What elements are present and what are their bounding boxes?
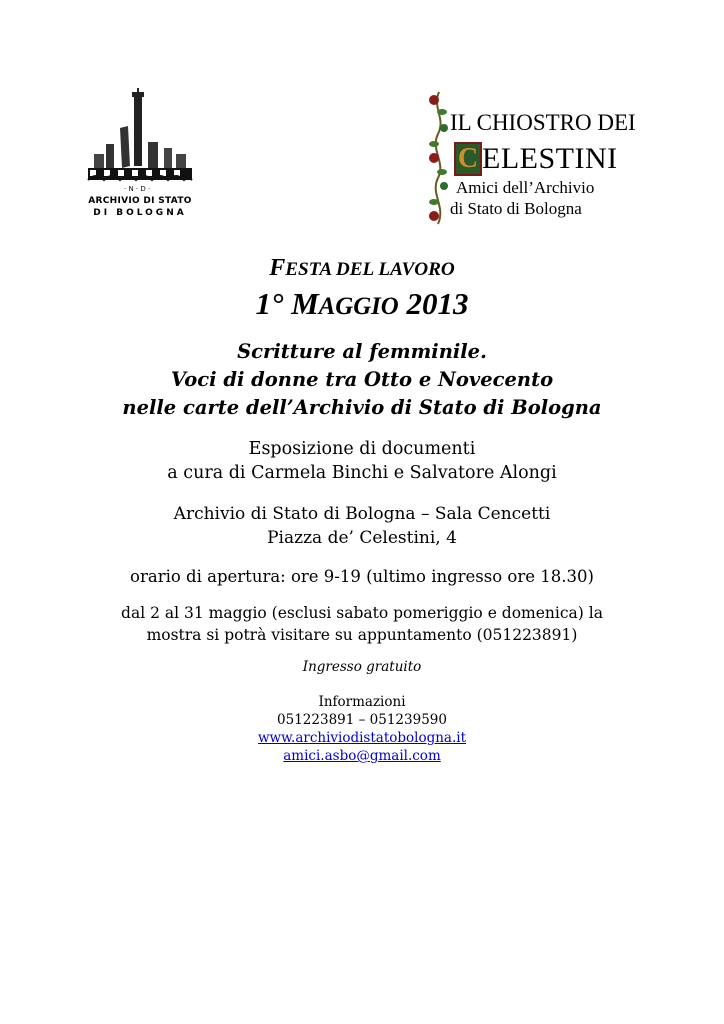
bologna-towers-icon (80, 88, 200, 196)
website-link[interactable]: www.archiviodistatobologna.it (257, 730, 467, 746)
info-phones: 051223891 – 051239590 (277, 712, 447, 728)
illuminated-initial (454, 142, 482, 176)
archivio-logo (80, 88, 200, 228)
info-block (0, 693, 724, 765)
admission-note: Ingresso gratuito (302, 659, 422, 675)
exhibition-title-line2: Voci di donne tra Otto e Novecento (170, 368, 554, 391)
exhibition-description-line1: Esposizione di documenti (248, 439, 476, 459)
chiostro-logo (420, 88, 636, 228)
opening-hours: orario di apertura: ore 9-19 (ultimo ingresso ore 18.30) (130, 567, 594, 586)
svg-text:· N · D ·: · N · D · (124, 185, 151, 193)
illuminated-initial-letter: C (457, 143, 479, 174)
exhibition-title (0, 338, 724, 422)
venue-address: Piazza de’ Celestini, 4 (267, 528, 457, 548)
venue (0, 502, 724, 550)
event-date-month: AGGIO (318, 293, 399, 320)
event-title-initial: F (269, 255, 286, 281)
chiostro-title-line2: ELESTINI (482, 142, 618, 175)
exhibition-description (0, 437, 724, 485)
visit-dates (0, 602, 724, 646)
event-date-day: 1° M (255, 286, 319, 321)
event-date-year: 2013 (398, 286, 469, 321)
chiostro-title-line1: IL CHIOSTRO DEI (450, 110, 636, 135)
archivio-caption-line1: ARCHIVIO DI STATO (88, 196, 192, 206)
venue-name: Archivio di Stato di Bologna – Sala Cencetti (173, 504, 551, 524)
event-title-rest: ESTA DEL LAVORO (285, 259, 455, 280)
info-title: Informazioni (318, 694, 406, 710)
event-title (0, 255, 724, 282)
chiostro-subtitle-line1: Amici dell’Archivio (456, 178, 595, 197)
archivio-caption-line2: DI BOLOGNA (93, 208, 187, 218)
chiostro-subtitle-line2: di Stato di Bologna (450, 199, 582, 218)
visit-dates-line2: mostra si potrà visitare su appuntamento (051223891) (146, 626, 578, 644)
exhibition-title-line3: nelle carte dell’Archivio di Stato di Bologna (122, 396, 602, 419)
event-date (0, 286, 724, 322)
visit-dates-line1: dal 2 al 31 maggio (esclusi sabato pomeriggio e domenica) la (121, 604, 603, 622)
exhibition-title-line1: Scritture al femminile. (237, 340, 487, 363)
email-link[interactable]: amici.asbo@gmail.com (283, 748, 441, 764)
exhibition-curators: a cura di Carmela Binchi e Salvatore Alongi (167, 463, 557, 483)
